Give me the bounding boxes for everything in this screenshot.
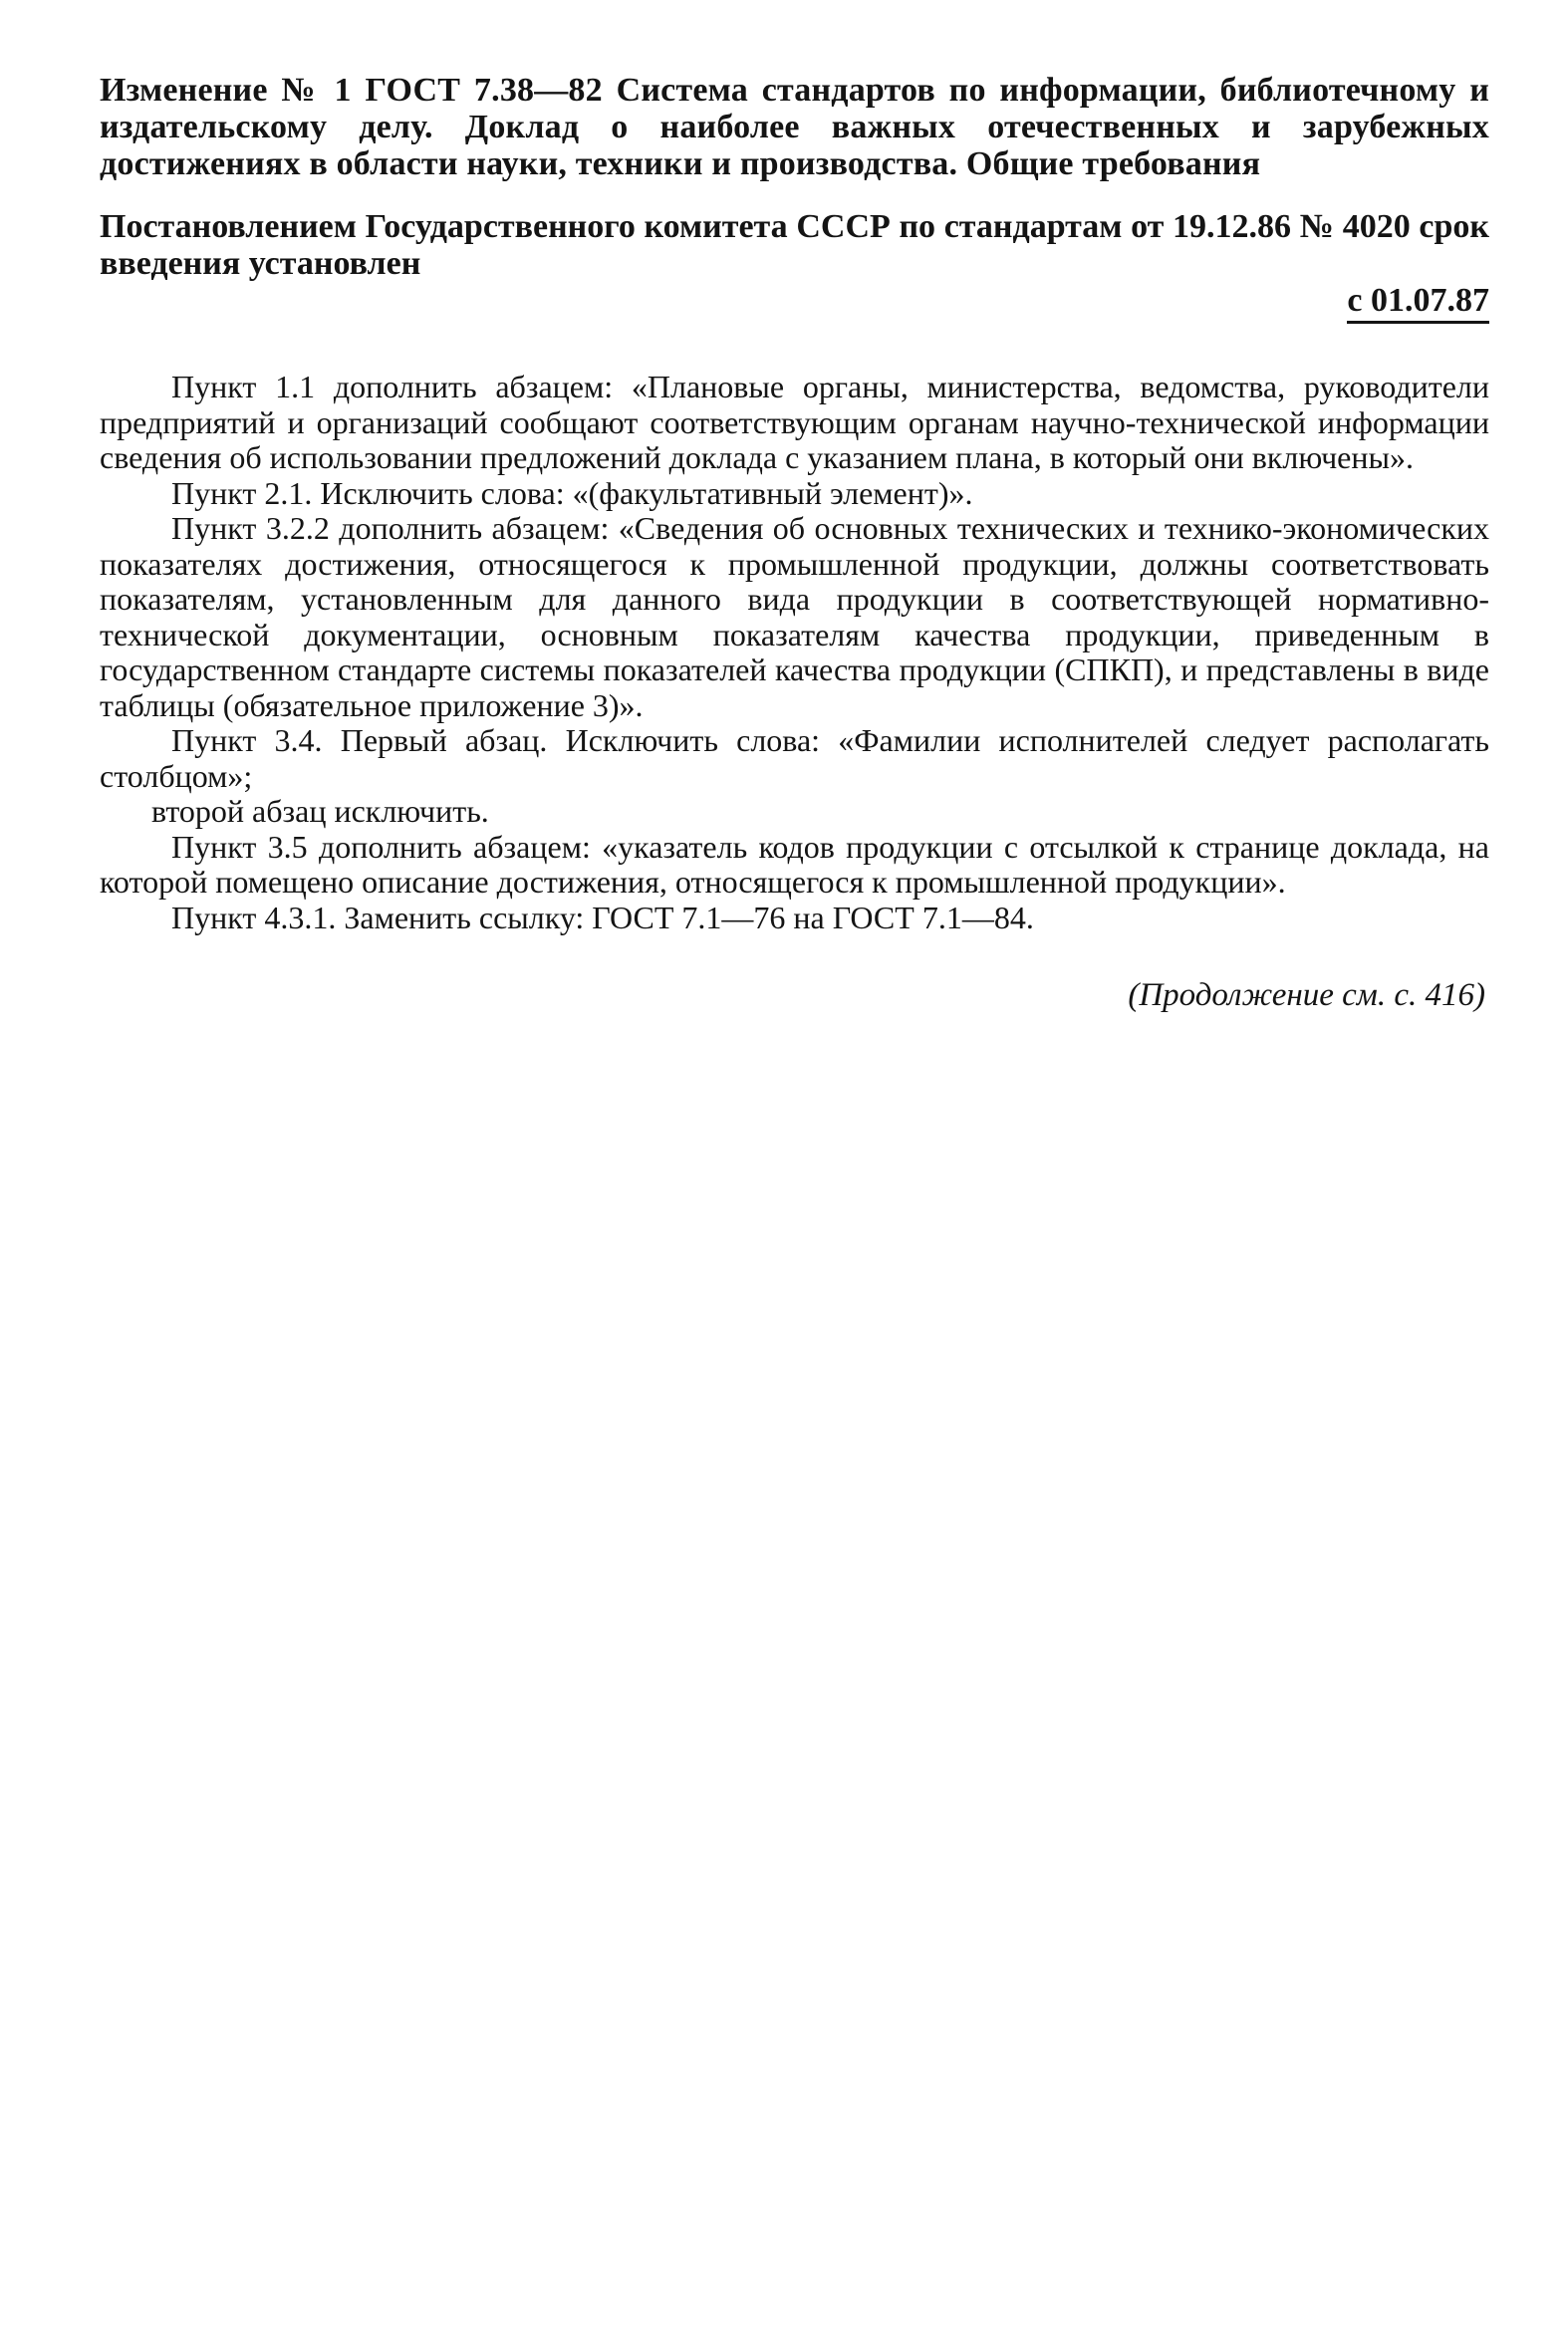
effective-date: с 01.07.87 [1347,282,1489,324]
paragraph-item-1-1: Пункт 1.1 дополнить абзацем: «Плановые органы, министерства, ведомства, руководители предприятий и организаций сообщают соответствующим органам научно-технической информации сведения об использовании предложений доклада с указанием плана, в который они включены». [100,369,1489,475]
document-page [100,72,1489,1013]
paragraph-item-3-4: Пункт 3.4. Первый абзац. Исключить слова: «Фамилии исполнителей следует располагать столбцом»; [100,722,1489,794]
paragraph-item-3-5: Пункт 3.5 дополнить абзацем: «указатель кодов продукции с отсылкой к странице доклада, на которой помещено описание достижения, относящегося к промышленной продукции». [100,828,1489,900]
decree-statement: Постановлением Государственного комитета СССР по стандартам от 19.12.86 № 4020 срок введения установлен [100,208,1489,282]
paragraph-item-3-4-second: второй абзац исключить. [151,793,489,829]
paragraph-item-3-2-2: Пункт 3.2.2 дополнить абзацем: «Сведения об основных технических и технико-экономических показателях достижения, относящегося к промышленной продукции, должны соответствовать показателям, установленным для данного вида продукции в соответствующей нормативно-технической документации, основным показателям качества продукции, приведенным в государственном стандарте системы показателей качества продукции (СПКП), и представлены в виде таблицы (обязательное приложение 3)». [100,510,1489,723]
effective-date-row [100,282,1489,328]
paragraph-item-4-3-1: Пункт 4.3.1. Заменить ссылку: ГОСТ 7.1—76 на ГОСТ 7.1—84. [171,899,1034,935]
amendment-title: Изменение № 1 ГОСТ 7.38—82 Система стандартов по информации, библиотечному и издательскому делу. Доклад о наиболее важных отечественных и зарубежных достижениях в области науки, техники и производства. Общие требования [100,72,1489,182]
continuation-note: (Продолжение см. с. 416) [1128,977,1485,1013]
amendment-body [100,370,1489,935]
paragraph-item-2-1: Пункт 2.1. Исключить слова: «(факультативный элемент)». [171,474,973,511]
